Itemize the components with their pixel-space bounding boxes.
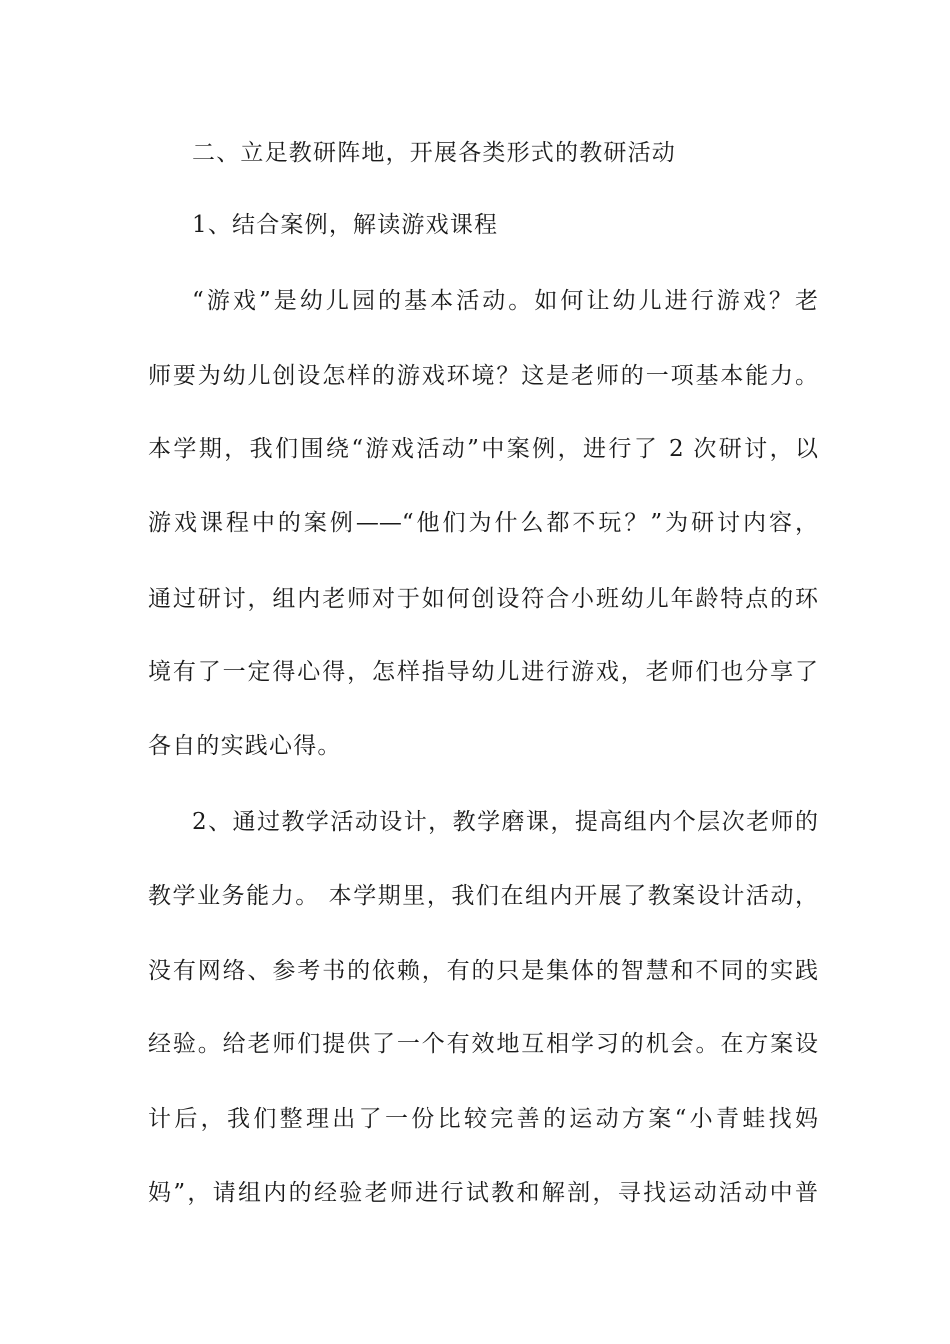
paragraph-line: 境有了一定得心得，怎样指导幼儿进行游戏，老师们也分享了 bbox=[148, 659, 818, 685]
paragraph-line: “游戏”是幼儿园的基本活动。如何让幼儿进行游戏？老 bbox=[192, 288, 818, 314]
paragraph-line: 游戏课程中的案例——“他们为什么都不玩？”为研讨内容， bbox=[148, 510, 818, 536]
paragraph-line: 教学业务能力。 本学期里，我们在组内开展了教案设计活动， bbox=[148, 883, 818, 909]
paragraph-line: 计后，我们整理出了一份比较完善的运动方案“小青蛙找妈 bbox=[148, 1106, 818, 1132]
paragraph-line: 本学期，我们围绕“游戏活动”中案例，进行了 2 次研讨，以 bbox=[148, 436, 818, 462]
paragraph-line: 各自的实践心得。 bbox=[148, 733, 342, 759]
section-heading: 二、立足教研阵地，开展各类形式的教研活动 bbox=[192, 140, 676, 166]
paragraph-line: 师要为幼儿创设怎样的游戏环境？这是老师的一项基本能力。 bbox=[148, 363, 818, 389]
paragraph-line: 通过研讨，组内老师对于如何创设符合小班幼儿年龄特点的环 bbox=[148, 586, 818, 612]
subsection-heading: 1、结合案例，解读游戏课程 bbox=[192, 212, 499, 238]
paragraph-line: 经验。给老师们提供了一个有效地互相学习的机会。在方案设 bbox=[148, 1031, 818, 1057]
paragraph-line: 没有网络、参考书的依赖，有的只是集体的智慧和不同的实践 bbox=[148, 958, 818, 984]
paragraph-line: 妈”，请组内的经验老师进行试教和解剖，寻找运动活动中普 bbox=[148, 1180, 818, 1206]
paragraph-line: 2、通过教学活动设计，教学磨课，提高组内个层次老师的 bbox=[192, 809, 818, 835]
